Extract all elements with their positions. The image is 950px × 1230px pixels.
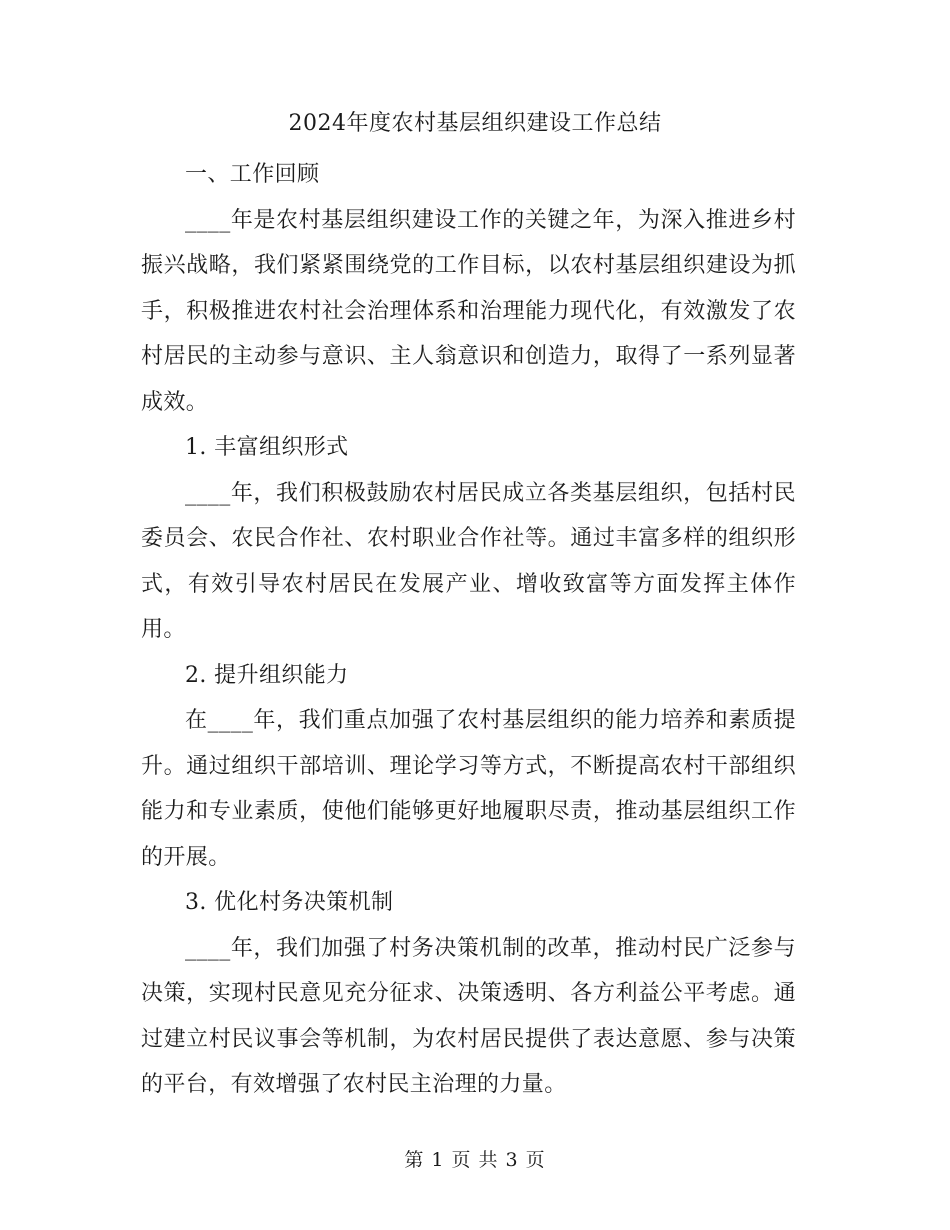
document-title: 2024年度农村基层组织建设工作总结 [288,111,662,136]
item-paragraph-3: ____年，我们加强了村务决策机制的改革，推动村民广泛参与决策，实现村民意见充分征求、决策透明、各方利益公平考虑。通过建立村民议事会等机制，为农村居民提供了表达意愿、参与决策的平台，有效增强了农村民主治理的力量。 [141,935,796,1097]
intro-paragraph: ____年是农村基层组织建设工作的关键之年，为深入推进乡村振兴战略，我们紧紧围绕党的工作目标，以农村基层组织建设为抓手，积极推进农村社会治理体系和治理能力现代化，有效激发了农村居民的主动参与意识、主人翁意识和创造力，取得了一系列显著成效。 [141,207,796,415]
item-paragraph-1: ____年，我们积极鼓励农村居民成立各类基层组织，包括村民委员会、农民合作社、农村职业合作社等。通过丰富多样的组织形式，有效引导农村居民在发展产业、增收致富等方面发挥主体作用。 [141,480,796,642]
item-heading-3: 3. 优化村务决策机制 [185,890,394,915]
document-body [141,152,796,1108]
item-heading-1: 1. 丰富组织形式 [185,435,349,460]
section-heading: 一、工作回顾 [185,162,320,187]
item-paragraph-2: 在____年，我们重点加强了农村基层组织的能力培养和素质提升。通过组织干部培训、理论学习等方式，不断提高农村干部组织能力和专业素质，使他们能够更好地履职尽责，推动基层组织工作的开展。 [141,708,796,870]
item-heading-2: 2. 提升组织能力 [185,662,349,688]
page-number-footer: 第 1 页 共 3 页 [404,1149,546,1171]
